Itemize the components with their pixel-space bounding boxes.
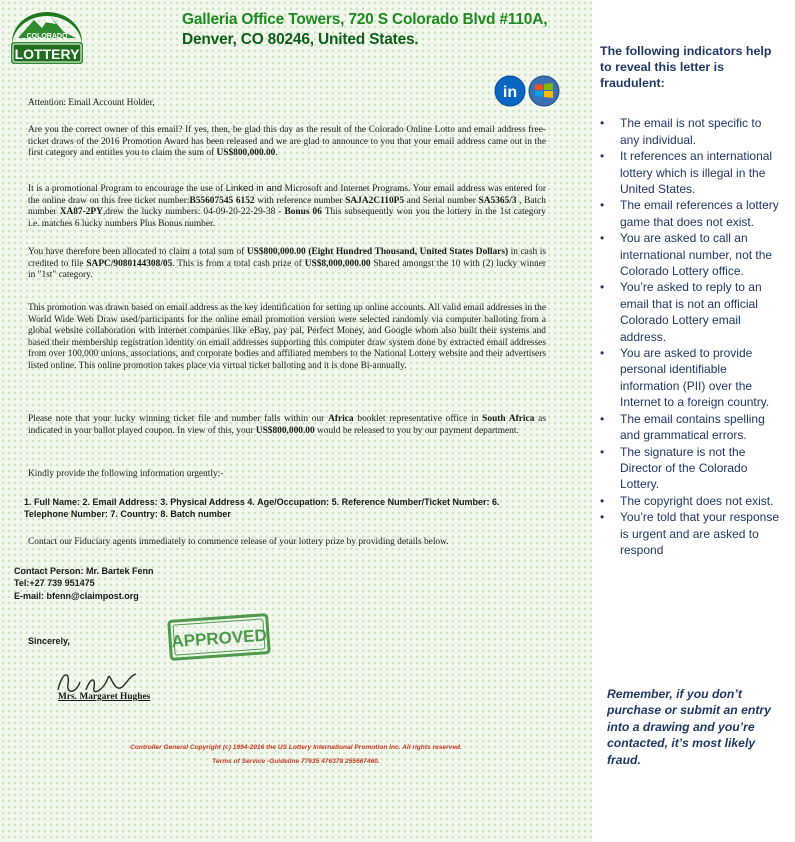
list-item: • The email is not specific to any individual.	[600, 116, 762, 147]
prize-amount: US$800,000.00	[216, 148, 276, 159]
contact-person: Contact Person: Mr. Bartek Fenn	[14, 566, 154, 576]
batch-number: XA87-2PY	[59, 207, 103, 218]
reference-number: SAJA2C110P5	[345, 195, 405, 206]
list-item: • You’re told that your response is urgent and are asked to respond	[600, 510, 779, 557]
footer-terms: Terms of Service -Guideline 77635 476378 255667460.	[212, 758, 380, 765]
contact-email: E-mail: bfenn@claimpost.org	[14, 590, 139, 601]
list-item: • You are asked to provide personal identifiable information (PII) over the Internet to a foreign country.	[600, 346, 770, 410]
list-item: • You’re asked to reply to an email that is not an official Colorado Lottery email address.	[600, 280, 762, 344]
approved-stamp	[164, 608, 274, 666]
svg-text:in: in	[502, 84, 518, 101]
paragraph-ticket-details: It is a promotional Program to encourage the use of Linked in and Microsoft and Internet Programs. Your email address was entered for the online draw on this free ticket number:B55607545 6152 with reference number SAJA2C110P5 and Serial number SA5365/3 , Batch number XA87-2PY,drew the lucky numbers: 04-09-20-22-29-38 - Bonus 06 This subsequently won you the lottery in the 1st category i.e. matches 6 lucky numbers Plus Bonus number.	[28, 182, 546, 229]
letter-address	[182, 10, 582, 50]
paragraph-info-request: Kindly provide the following information urgently:-	[28, 469, 224, 479]
stamp-text: APPROVED	[170, 625, 268, 652]
address-line-2: Denver, CO 80246, United States.	[182, 31, 419, 48]
paragraph-contact-agents: Contact our Fiduciary agents immediately to commence release of your lottery prize by providing details below.	[28, 537, 449, 547]
contact-block	[14, 565, 274, 602]
list-item: • The copyright does not exist.	[600, 493, 774, 508]
paragraph-promotion-info: This promotion was drawn based on email address as the key identification for setting up online accounts. All valid email addresses in the World Wide Web Draw used/participants for the online email promotion version were selected randomly via computer balloting from a global website collaboration with internet companies like eBay, pay pal, Perfect Money, and Google whom also built their systems and based their membership registration identity on email addresses supporting this computer draw system done by extracted email addresses from over 100,000 unions, associations, and corporate bodies and affiliated members to the National Lottery website and their advertisers listed online. This online promotion takes place via virtual ticket balloting and it is done Bi-annually.	[28, 303, 546, 371]
remember-note: Remember, if you don’t purchase or submit an entry into a drawing and you’re contacted, it’s most likely fraud.	[607, 687, 771, 767]
list-item: • You are asked to call an international number, not the Colorado Lottery office.	[600, 231, 773, 279]
footer-copyright: Controller General Copyright (c) 1994-2016 the US Lottery International Promotion Inc. All rights reserved.	[130, 744, 462, 751]
signer-name: Mrs. Margaret Hughes	[58, 692, 151, 702]
fraud-indicators-heading: The following indicators help to reveal this letter is fraudulent:	[600, 44, 772, 90]
serial-number: SA5365/3	[478, 195, 517, 206]
contact-tel: Tel:+27 739 951475	[14, 578, 95, 589]
list-item: • The signature is not the Director of the Colorado Lottery.	[600, 444, 748, 492]
file-number: SAPC/9080144308/05	[86, 258, 173, 269]
bonus-number: Bonus 06	[284, 207, 322, 218]
info-list: 1. Full Name: 2. Email Address: 3. Physical Address 4. Age/Occupation: 5. Reference Number/Ticket Number: 6. Telephone Number: 7. Country: 8. Batch number	[24, 497, 500, 520]
paragraph-prize-announcement: Are you the correct owner of this email? If yes, then, be glad this day as the result of the Colorado Online Lotto and email address free-ticket draws of the 2016 Promotion Award has been released and we are glad to announce to you that your email address came out in the first category and entitles you to claim the sum of US$800,000.00.	[28, 125, 546, 159]
sincerely: Sincerely,	[28, 636, 70, 646]
list-item: • The email contains spelling and grammatical errors.	[600, 411, 765, 443]
paragraph-office-location: Please note that your lucky winning ticket file and number falls within our Africa booklet representative office in South Africa as indicated in your ballot played coupon. In view of this, your US$800,000.00 would be released to you by our payment department.	[28, 414, 546, 436]
list-item: • The email references a lottery game that does not exist.	[600, 198, 779, 229]
colorado-lottery-logo	[8, 8, 86, 72]
fraud-indicators-list	[600, 115, 780, 558]
logo-top-text: COLORADO	[26, 33, 68, 40]
list-item: • It references an international lottery which is illegal in the United States.	[600, 149, 773, 197]
logo-main-text: LOTTERY	[14, 46, 80, 62]
address-line-1: Galleria Office Towers, 720 S Colorado Blvd #110A,	[182, 11, 548, 28]
ticket-number: B55607545 6152	[189, 195, 255, 206]
greeting: Attention: Email Account Holder,	[28, 98, 155, 108]
paragraph-allocation: You have therefore been allocated to claim a total sum of US$800,000.00 (Eight Hundred Thousand, United States Dollars) in cash is credited to file SAPC/9080144308/05. This is from a total cash prize of US$8,000,000.00 Shared amongst the 10 with (2) lucky winner in "1st" category.	[28, 247, 546, 281]
fraud-indicators-panel	[600, 44, 780, 558]
